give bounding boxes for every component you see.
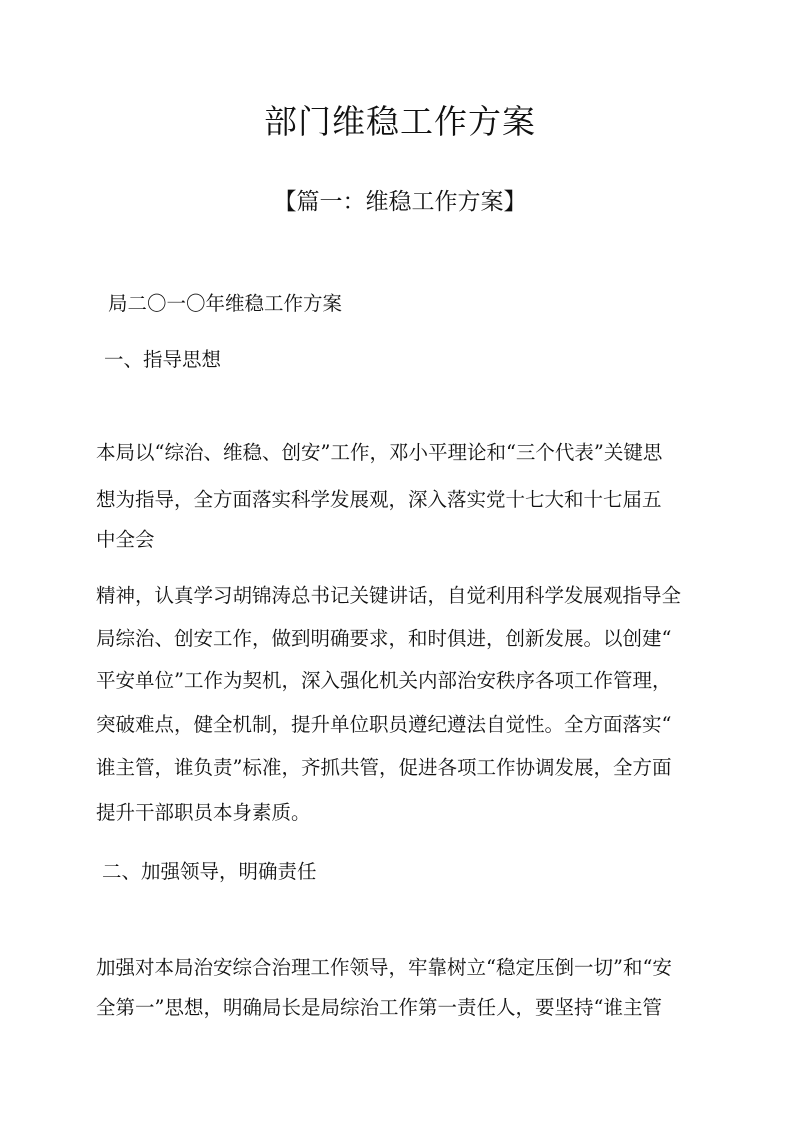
paragraph-line: 中全会 xyxy=(96,528,155,551)
paragraph-line: 局综治、创安工作，做到明确要求，和时俱进，创新发展。以创建“ xyxy=(96,627,672,650)
paragraph-line: 加强对本局治安综合治理工作领导，牢靠树立“稳定压倒一切”和“安 xyxy=(96,956,672,979)
paragraph-line: 突破难点，健全机制，提升单位职员遵纪遵法自觉性。全方面落实“ xyxy=(96,713,672,736)
section-heading-leadership: 二、加强领导，明确责任 xyxy=(102,860,317,883)
paragraph-line: 想为指导，全方面落实科学发展观，深入落实党十七大和十七届五 xyxy=(96,488,662,511)
paragraph-line: 谁主管，谁负责”标准，齐抓共管，促进各项工作协调发展，全方面 xyxy=(96,756,672,779)
doc-heading: 局二〇一〇年维稳工作方案 xyxy=(108,292,343,315)
document-title: 部门维稳工作方案 xyxy=(264,102,536,141)
paragraph-line: 全第一”思想，明确局长是局综治工作第一责任人，要坚持“谁主管 xyxy=(96,996,662,1019)
paragraph-line: 提升干部职员本身素质。 xyxy=(96,801,311,824)
paragraph-line: 平安单位”工作为契机，深入强化机关内部治安秩序各项工作管理， xyxy=(96,669,672,692)
paragraph-line: 本局以“综治、维稳、创安”工作，邓小平理论和“三个代表”关键思 xyxy=(96,441,663,464)
paragraph-line: 精神，认真学习胡锦涛总书记关键讲话，自觉利用科学发展观指导全 xyxy=(96,584,682,607)
document-subtitle: 【篇一：维稳工作方案】 xyxy=(273,189,527,215)
section-heading-guiding-thought: 一、指导思想 xyxy=(104,348,222,371)
